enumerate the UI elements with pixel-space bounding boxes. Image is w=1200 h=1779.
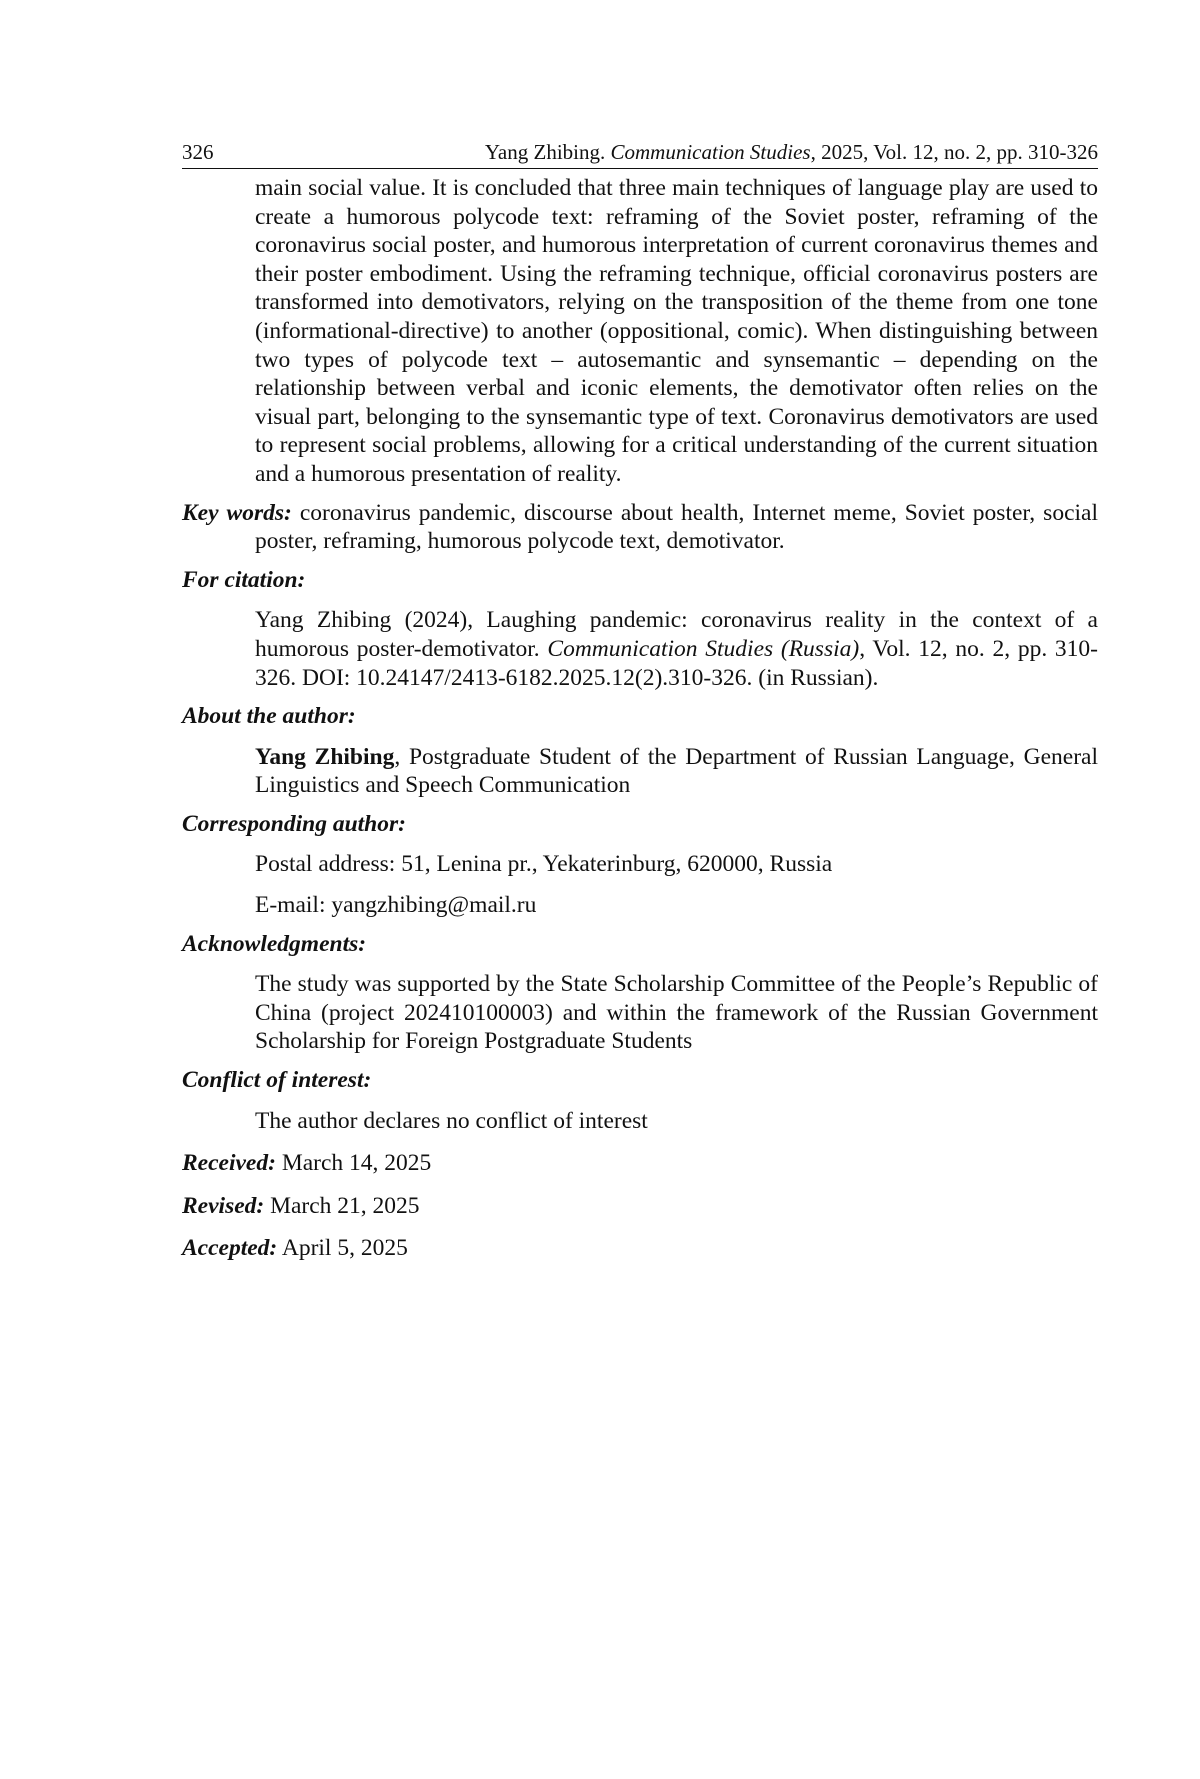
citation-text-after: , Vol. 12, no. 2, pp. 310-326. DOI: 10.24147/2413-6182.2025.12(2).310-326. (in Russian).: [255, 635, 1099, 691]
acknowledgments-label: Acknowledgments:: [182, 930, 367, 957]
accepted-date: [182, 1234, 1098, 1263]
postal-address: Postal address: 51, Lenina pr., Yekaterinburg, 620000, Russia: [255, 851, 833, 878]
abstract-continuation: main social value. It is concluded that three main techniques of language play are used to create a humorous polycode text: reframing of the Soviet poster, reframing of the coronavirus social poster, and humorous interpretation of current coronavirus themes and their poster embodiment. Using the reframing technique, official coronavirus posters are transformed into demotivators, relying on the transposition of the theme from one tone (informational-directive) to another (oppositional, comic). When distinguishing between two types of polycode text – autosemantic and synsemantic – depending on the relationship between verbal and iconic elements, the demotivator often relies on the visual part, belonging to the synsemantic type of text. Coronavirus demotivators are used to represent social problems, allowing for a critical understanding of the current situation and a humorous presentation of reality.: [255, 175, 1098, 487]
header-author: Yang Zhibing.: [484, 140, 606, 164]
received-label: Received:: [182, 1150, 276, 1177]
citation-journal: Communication Studies (Russia): [547, 635, 860, 662]
header-journal: Communication Studies: [610, 140, 811, 164]
author-affiliation: , Postgraduate Student of the Department of Russian Language, General Linguistics and Speech Communication: [255, 743, 1098, 799]
conflict-text: The author declares no conflict of interest: [255, 1107, 648, 1134]
citation-text-before: Yang Zhibing (2024), Laughing pandemic: coronavirus reality in the context of a humorous poster-demotivator.: [255, 607, 1098, 662]
received-value: March 14, 2025: [281, 1150, 432, 1177]
email-address: E-mail: yangzhibing@mail.ru: [255, 892, 537, 919]
about-author-text: [255, 743, 1098, 800]
corresponding-author-label: Corresponding author:: [182, 810, 406, 837]
received-date: [182, 1149, 1098, 1178]
citation-text: [255, 606, 1098, 692]
running-title: [485, 140, 1098, 165]
header-details: , 2025, Vol. 12, no. 2, pp. 310-326: [810, 140, 1098, 164]
acknowledgments-text: The study was supported by the State Scholarship Committee of the People’s Republic of China (project 202410100003) and within the framework of the Russian Government Scholarship for Foreign Postgraduate Students: [255, 971, 1098, 1055]
conflict-label: Conflict of interest:: [182, 1067, 372, 1094]
author-name: Yang Zhibing: [255, 743, 395, 770]
accepted-value: April 5, 2025: [281, 1235, 408, 1262]
keywords-block: [182, 499, 1098, 556]
running-header: [182, 140, 1098, 169]
revised-label: Revised:: [182, 1192, 265, 1219]
journal-page: [182, 140, 1098, 1263]
accepted-label: Accepted:: [182, 1235, 278, 1262]
citation-label: For citation:: [182, 566, 306, 593]
about-author-label: About the author:: [182, 703, 356, 730]
revised-date: [182, 1192, 1098, 1221]
keywords-text: coronavirus pandemic, discourse about health, Internet meme, Soviet poster, social poster, reframing, humorous polycode text, demotivator.: [255, 499, 1098, 555]
page-number: 326: [182, 140, 214, 164]
keywords-label: Key words:: [182, 499, 292, 526]
revised-value: March 21, 2025: [270, 1192, 420, 1219]
